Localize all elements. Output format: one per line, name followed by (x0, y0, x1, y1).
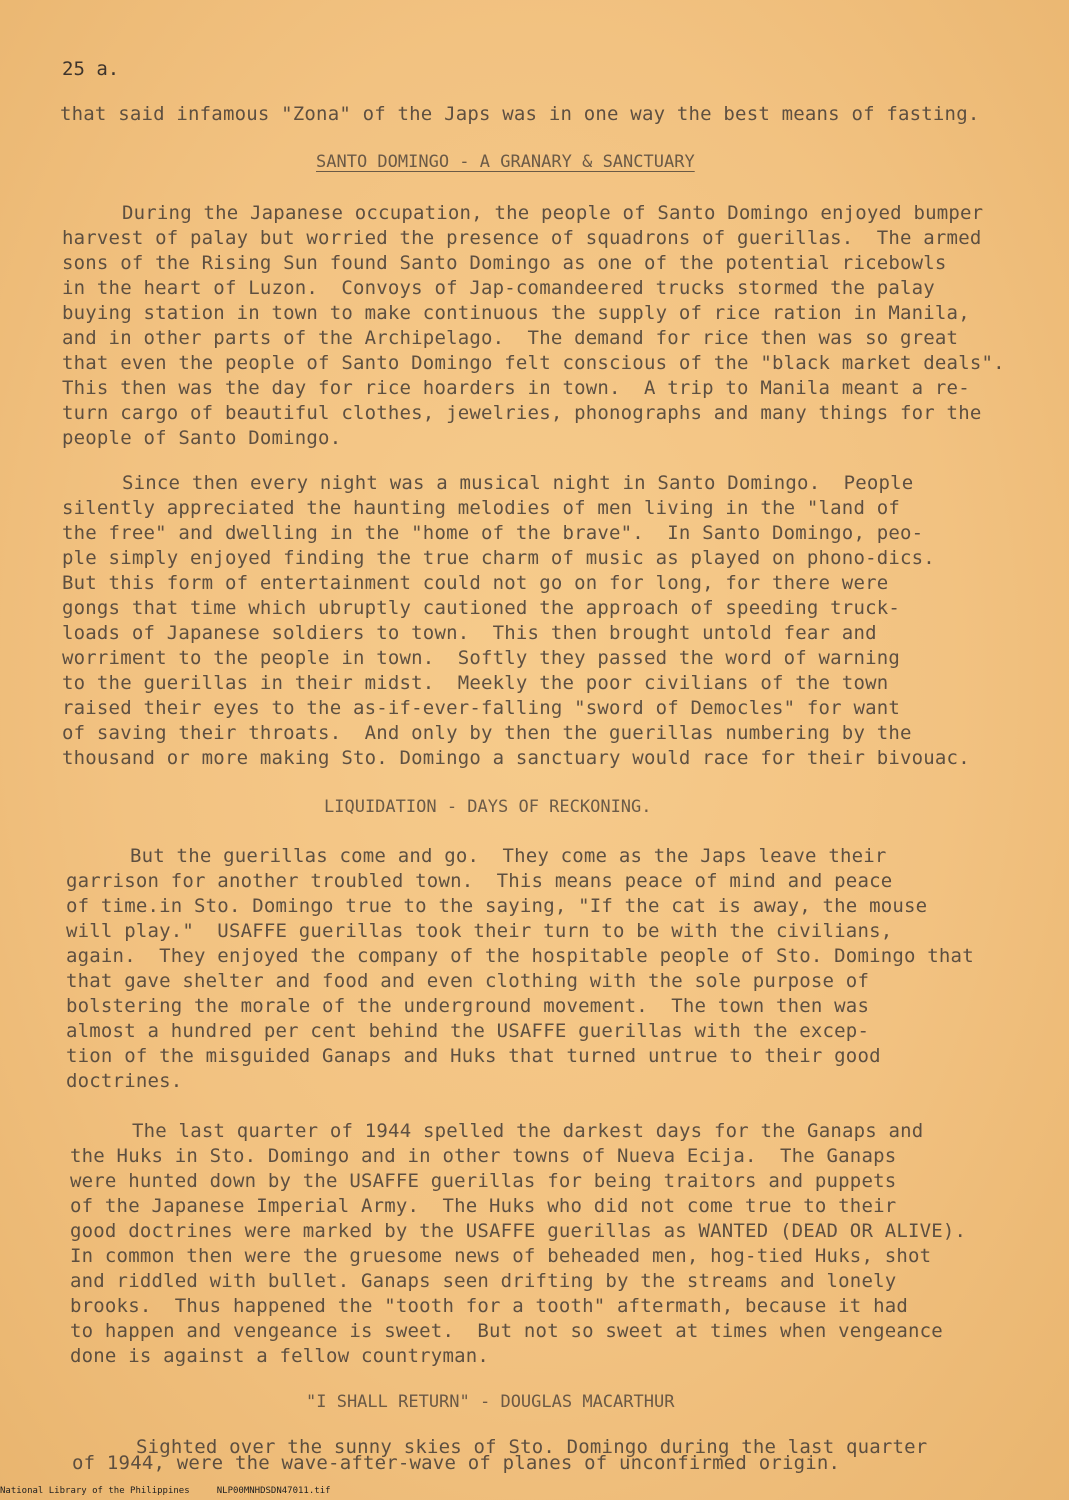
section-heading: "I SHALL RETURN" - DOUGLAS MACARTHUR (306, 1392, 675, 1412)
text-line: to the guerillas in their midst. Meekly the poor civilians of the town (62, 672, 889, 694)
text-line: of time.in Sto. Domingo true to the saying, "If the cat is away, the mouse (66, 895, 928, 917)
text-line: thousand or more making Sto. Domingo a sanctuary would race for their bivouac. (62, 747, 970, 769)
text-line: to happen and vengeance is sweet. But not so sweet at times when vengeance (70, 1320, 943, 1342)
text-line: done is against a fellow countryman. (70, 1345, 490, 1367)
section-heading: SANTO DOMINGO - A GRANARY & SANCTUARY (316, 152, 695, 172)
text-line: and in other parts of the Archipelago. The demand for rice then was so great (62, 327, 959, 349)
text-line: almost a hundred per cent behind the USAFFE guerillas with the excep- (66, 1020, 870, 1042)
text-line: The last quarter of 1944 spelled the darkest days for the Ganaps and (132, 1120, 924, 1142)
section-heading: LIQUIDATION - DAYS OF RECKONING. (324, 797, 652, 817)
text-line: tion of the misguided Ganaps and Huks that turned untrue to their good (66, 1045, 881, 1067)
text-line: doctrines. (66, 1070, 183, 1092)
text-line: loads of Japanese soldiers to town. This then brought untold fear and (62, 622, 877, 644)
text-line: In common then were the gruesome news of beheaded men, hog-tied Huks, shot (70, 1245, 932, 1267)
text-line: Sighted over the sunny skies of Sto. Domingo during the last quarter (136, 1436, 928, 1458)
text-line: worriment to the people in town. Softly they passed the word of warning (62, 647, 901, 669)
text-line: But the guerillas come and go. They come as the Japs leave their (130, 845, 887, 867)
text-line: of saving their throats. And only by then the guerillas numbering by the (62, 722, 912, 744)
text-line: the Huks in Sto. Domingo and in other towns of Nueva Ecija. The Ganaps (70, 1145, 897, 1167)
text-line: sons of the Rising Sun found Santo Domingo as one of the potential ricebowls (62, 252, 947, 274)
text-line: of 1944, were the wave-after-wave of planes of unconfirmed origin. (72, 1452, 841, 1474)
text-line: good doctrines were marked by the USAFFE guerillas as WANTED (DEAD OR ALIVE). (70, 1220, 967, 1242)
text-line: were hunted down by the USAFFE guerillas for being traitors and puppets (70, 1170, 897, 1192)
text-line: ple simply enjoyed finding the true charm of music as played on phono-dics. (62, 547, 935, 569)
text-line: again. They enjoyed the company of the hospitable people of Sto. Domingo that (66, 945, 974, 967)
text-line: that gave shelter and food and even clothing with the sole purpose of (66, 970, 870, 992)
text-line: This then was the day for rice hoarders in town. A trip to Manila meant a re- (62, 377, 970, 399)
text-line: and riddled with bullet. Ganaps seen drifting by the streams and lonely (70, 1270, 897, 1292)
text-line: turn cargo of beautiful clothes, jewelries, phonographs and many things for the (62, 402, 982, 424)
footer-caption: National Library of the Philippines NLP00MNHDSDN47011.tif (0, 1486, 331, 1496)
text-line: brooks. Thus happened the "tooth for a tooth" aftermath, because it had (70, 1295, 909, 1317)
text-line: During the Japanese occupation, the people of Santo Domingo enjoyed bumper (122, 202, 984, 224)
page-number: 25 a. (62, 58, 120, 80)
text-line: Since then every night was a musical night in Santo Domingo. People (122, 472, 914, 494)
text-line: But this form of entertainment could not go on for long, for there were (62, 572, 889, 594)
text-line: will play." USAFFE guerillas took their turn to be with the civilians, (66, 920, 893, 942)
text-line: of the Japanese Imperial Army. The Huks who did not come true to their (70, 1195, 897, 1217)
text-line: in the heart of Luzon. Convoys of Jap-comandeered trucks stormed the palay (62, 277, 935, 299)
text-line: raised their eyes to the as-if-ever-falling "sword of Democles" for want (62, 697, 901, 719)
text-line: bolstering the morale of the underground movement. The town then was (66, 995, 870, 1017)
text-line: people of Santo Domingo. (62, 427, 342, 449)
text-line: the free" and dwelling in the "home of the brave". In Santo Domingo, peo- (62, 522, 924, 544)
text-line: gongs that time which ubruptly cautioned the approach of speeding truck- (62, 597, 901, 619)
opening-line: that said infamous "Zona" of the Japs was in one way the best means of fasting. (60, 103, 980, 125)
text-line: garrison for another troubled town. This means peace of mind and peace (66, 870, 893, 892)
text-line: harvest of palay but worried the presence of squadrons of guerillas. The armed (62, 227, 982, 249)
text-line: silently appreciated the haunting melodies of men living in the "land of (62, 497, 901, 519)
text-line: buying station in town to make continuous the supply of rice ration in Manila, (62, 302, 970, 324)
text-line: that even the people of Santo Domingo felt conscious of the "black market deals". (62, 352, 1005, 374)
